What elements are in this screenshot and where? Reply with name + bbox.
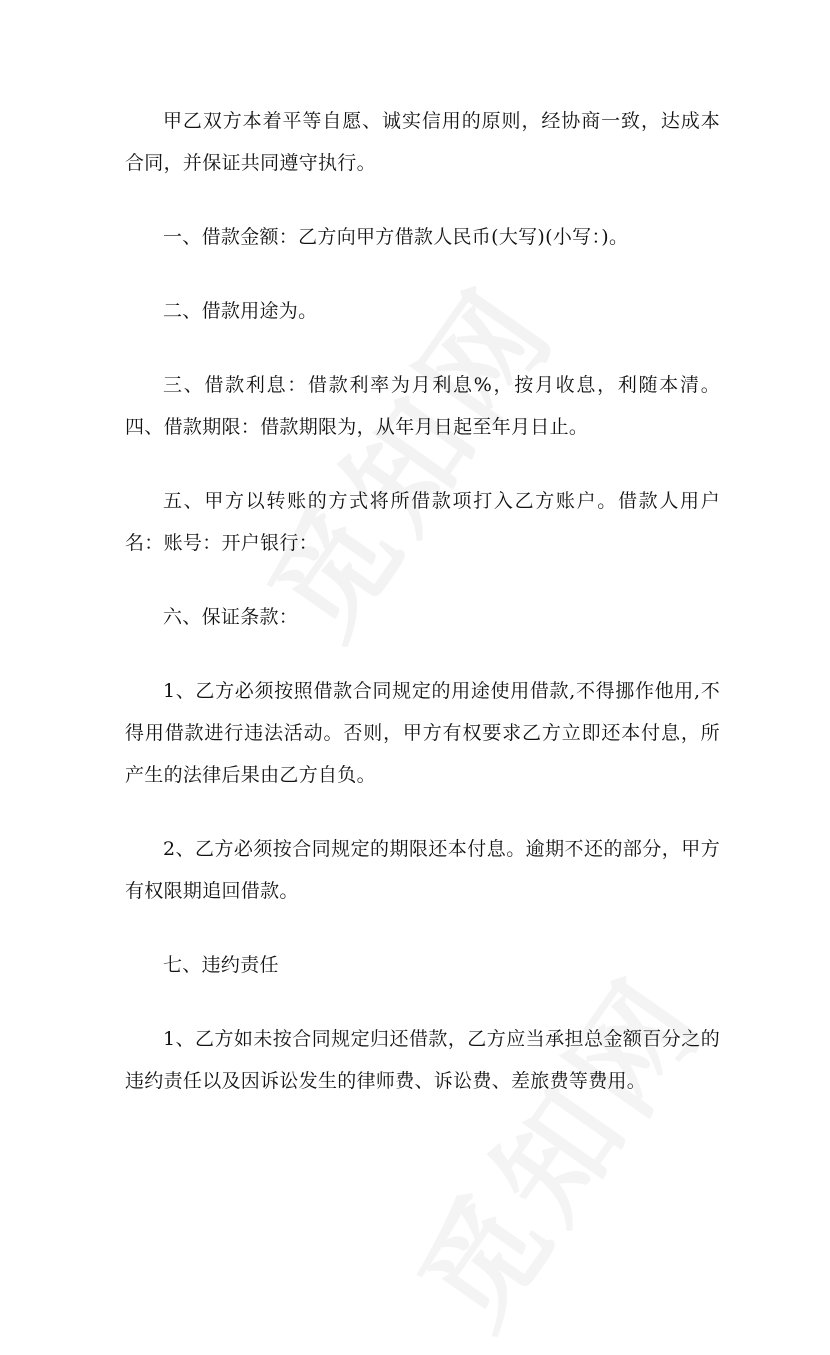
document-body bbox=[125, 100, 720, 1134]
paragraph-loan-purpose: 二、借款用途为。 bbox=[163, 300, 318, 322]
paragraph-guarantee-2: 2、乙方必须按合同规定的期限还本付息。逾期不还的部分，甲方有权限期追回借款。 bbox=[125, 838, 720, 902]
paragraph-transfer-account: 五、甲方以转账的方式将所借款项打入乙方账户。借款人用户名：账号：开户银行： bbox=[125, 490, 720, 554]
paragraph-interest-term: 三、借款利息：借款利率为月利息%，按月收息，利随本清。四、借款期限：借款期限为，从年月日起至年月日止。 bbox=[125, 374, 720, 438]
paragraph-guarantee-heading: 六、保证条款： bbox=[163, 606, 299, 628]
paragraph-loan-amount: 一、借款金额：乙方向甲方借款人民币(大写)(小写：)。 bbox=[163, 226, 629, 248]
paragraph-preamble: 甲乙双方本着平等自愿、诚实信用的原则，经协商一致，达成本合同，并保证共同遵守执行。 bbox=[125, 110, 720, 174]
paragraph-liability-heading: 七、违约责任 bbox=[163, 954, 279, 976]
paragraph-liability-1: 1、乙方如未按合同规定归还借款，乙方应当承担总金额百分之的违约责任以及因诉讼发生的律师费、诉讼费、差旅费等费用。 bbox=[125, 1028, 720, 1092]
paragraph-guarantee-1: 1、乙方必须按照借款合同规定的用途使用借款,不得挪作他用,不得用借款进行违法活动。否则，甲方有权要求乙方立即还本付息，所产生的法律后果由乙方自负。 bbox=[125, 680, 720, 786]
